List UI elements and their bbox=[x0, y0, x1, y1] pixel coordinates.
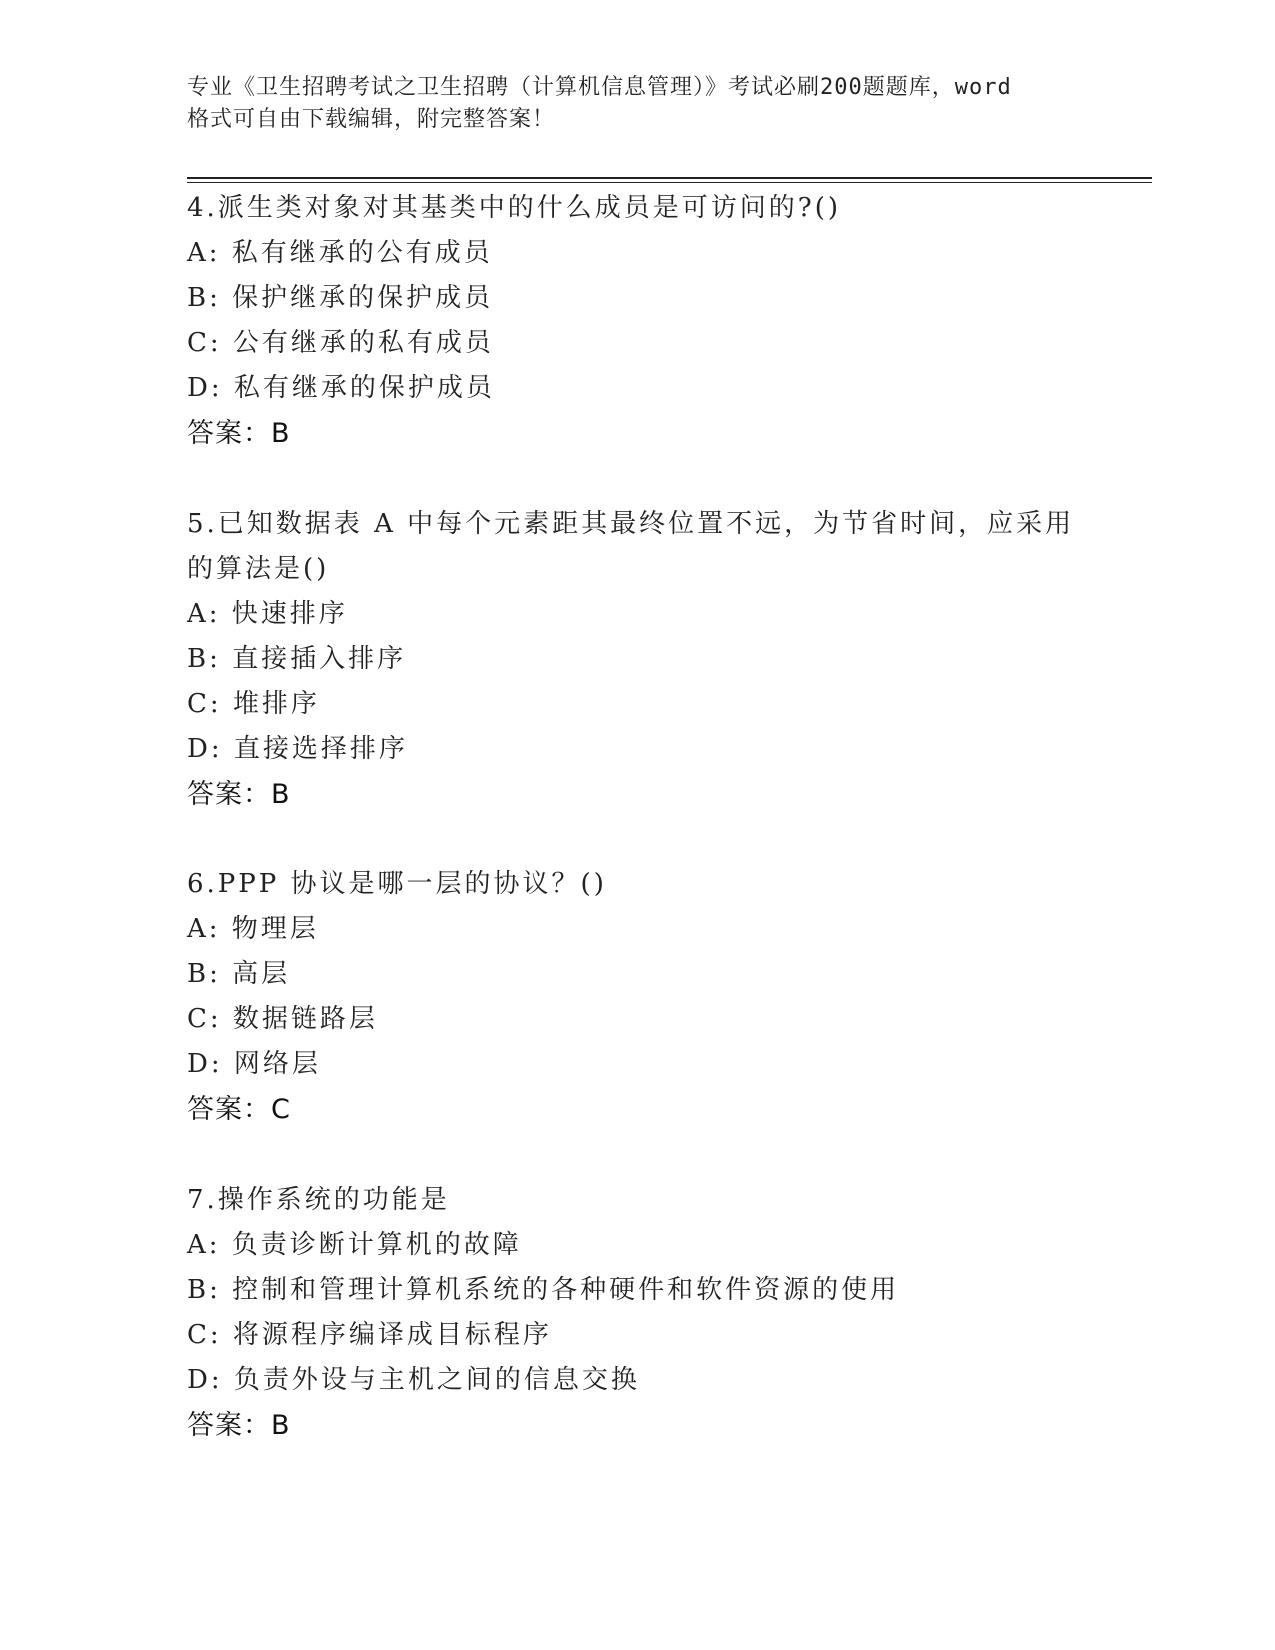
option-c: C: 将源程序编译成目标程序 bbox=[187, 1320, 552, 1350]
option-b: B: 保护继承的保护成员 bbox=[187, 283, 494, 313]
option-a: A: 负责诊断计算机的故障 bbox=[187, 1230, 522, 1260]
question-stem: 4.派生类对象对其基类中的什么成员是可访问的?() bbox=[187, 193, 842, 223]
question-stem: 7.操作系统的功能是 bbox=[187, 1185, 450, 1215]
header-divider-thick bbox=[187, 177, 1152, 179]
question-5 bbox=[187, 502, 1087, 817]
option-d: D: 网络层 bbox=[187, 1049, 321, 1079]
option-a: A: 快速排序 bbox=[187, 599, 348, 629]
question-stem-line-2: 的算法是() bbox=[187, 554, 330, 584]
option-a: A: 物理层 bbox=[187, 914, 319, 944]
document-header bbox=[187, 72, 1087, 136]
option-b: B: 控制和管理计算机系统的各种硬件和软件资源的使用 bbox=[187, 1275, 900, 1305]
answer: 答案：B bbox=[187, 779, 291, 810]
option-c: C: 数据链路层 bbox=[187, 1004, 378, 1034]
header-line-2: 格式可自由下载编辑，附完整答案！ bbox=[187, 107, 556, 132]
option-a: A: 私有继承的公有成员 bbox=[187, 238, 493, 268]
question-stem: 6.PPP 协议是哪一层的协议？() bbox=[187, 869, 607, 899]
option-d: D: 私有继承的保护成员 bbox=[187, 373, 495, 403]
header-line-1: 专业《卫生招聘考试之卫生招聘（计算机信息管理）》考试必刷200题题库，word bbox=[187, 75, 1012, 100]
answer: 答案：B bbox=[187, 1410, 291, 1441]
option-d: D: 直接选择排序 bbox=[187, 734, 408, 764]
question-6 bbox=[187, 862, 1087, 1132]
answer: 答案：B bbox=[187, 418, 291, 449]
option-d: D: 负责外设与主机之间的信息交换 bbox=[187, 1365, 640, 1395]
question-4 bbox=[187, 186, 1087, 456]
question-7 bbox=[187, 1178, 1087, 1448]
answer: 答案：C bbox=[187, 1094, 291, 1125]
option-b: B: 高层 bbox=[187, 959, 291, 989]
option-b: B: 直接插入排序 bbox=[187, 644, 407, 674]
header-divider-thin bbox=[187, 182, 1152, 183]
option-c: C: 公有继承的私有成员 bbox=[187, 328, 494, 358]
question-stem-line-1: 5.已知数据表 A 中每个元素距其最终位置不远，为节省时间，应采用 bbox=[187, 509, 1075, 539]
option-c: C: 堆排序 bbox=[187, 689, 320, 719]
